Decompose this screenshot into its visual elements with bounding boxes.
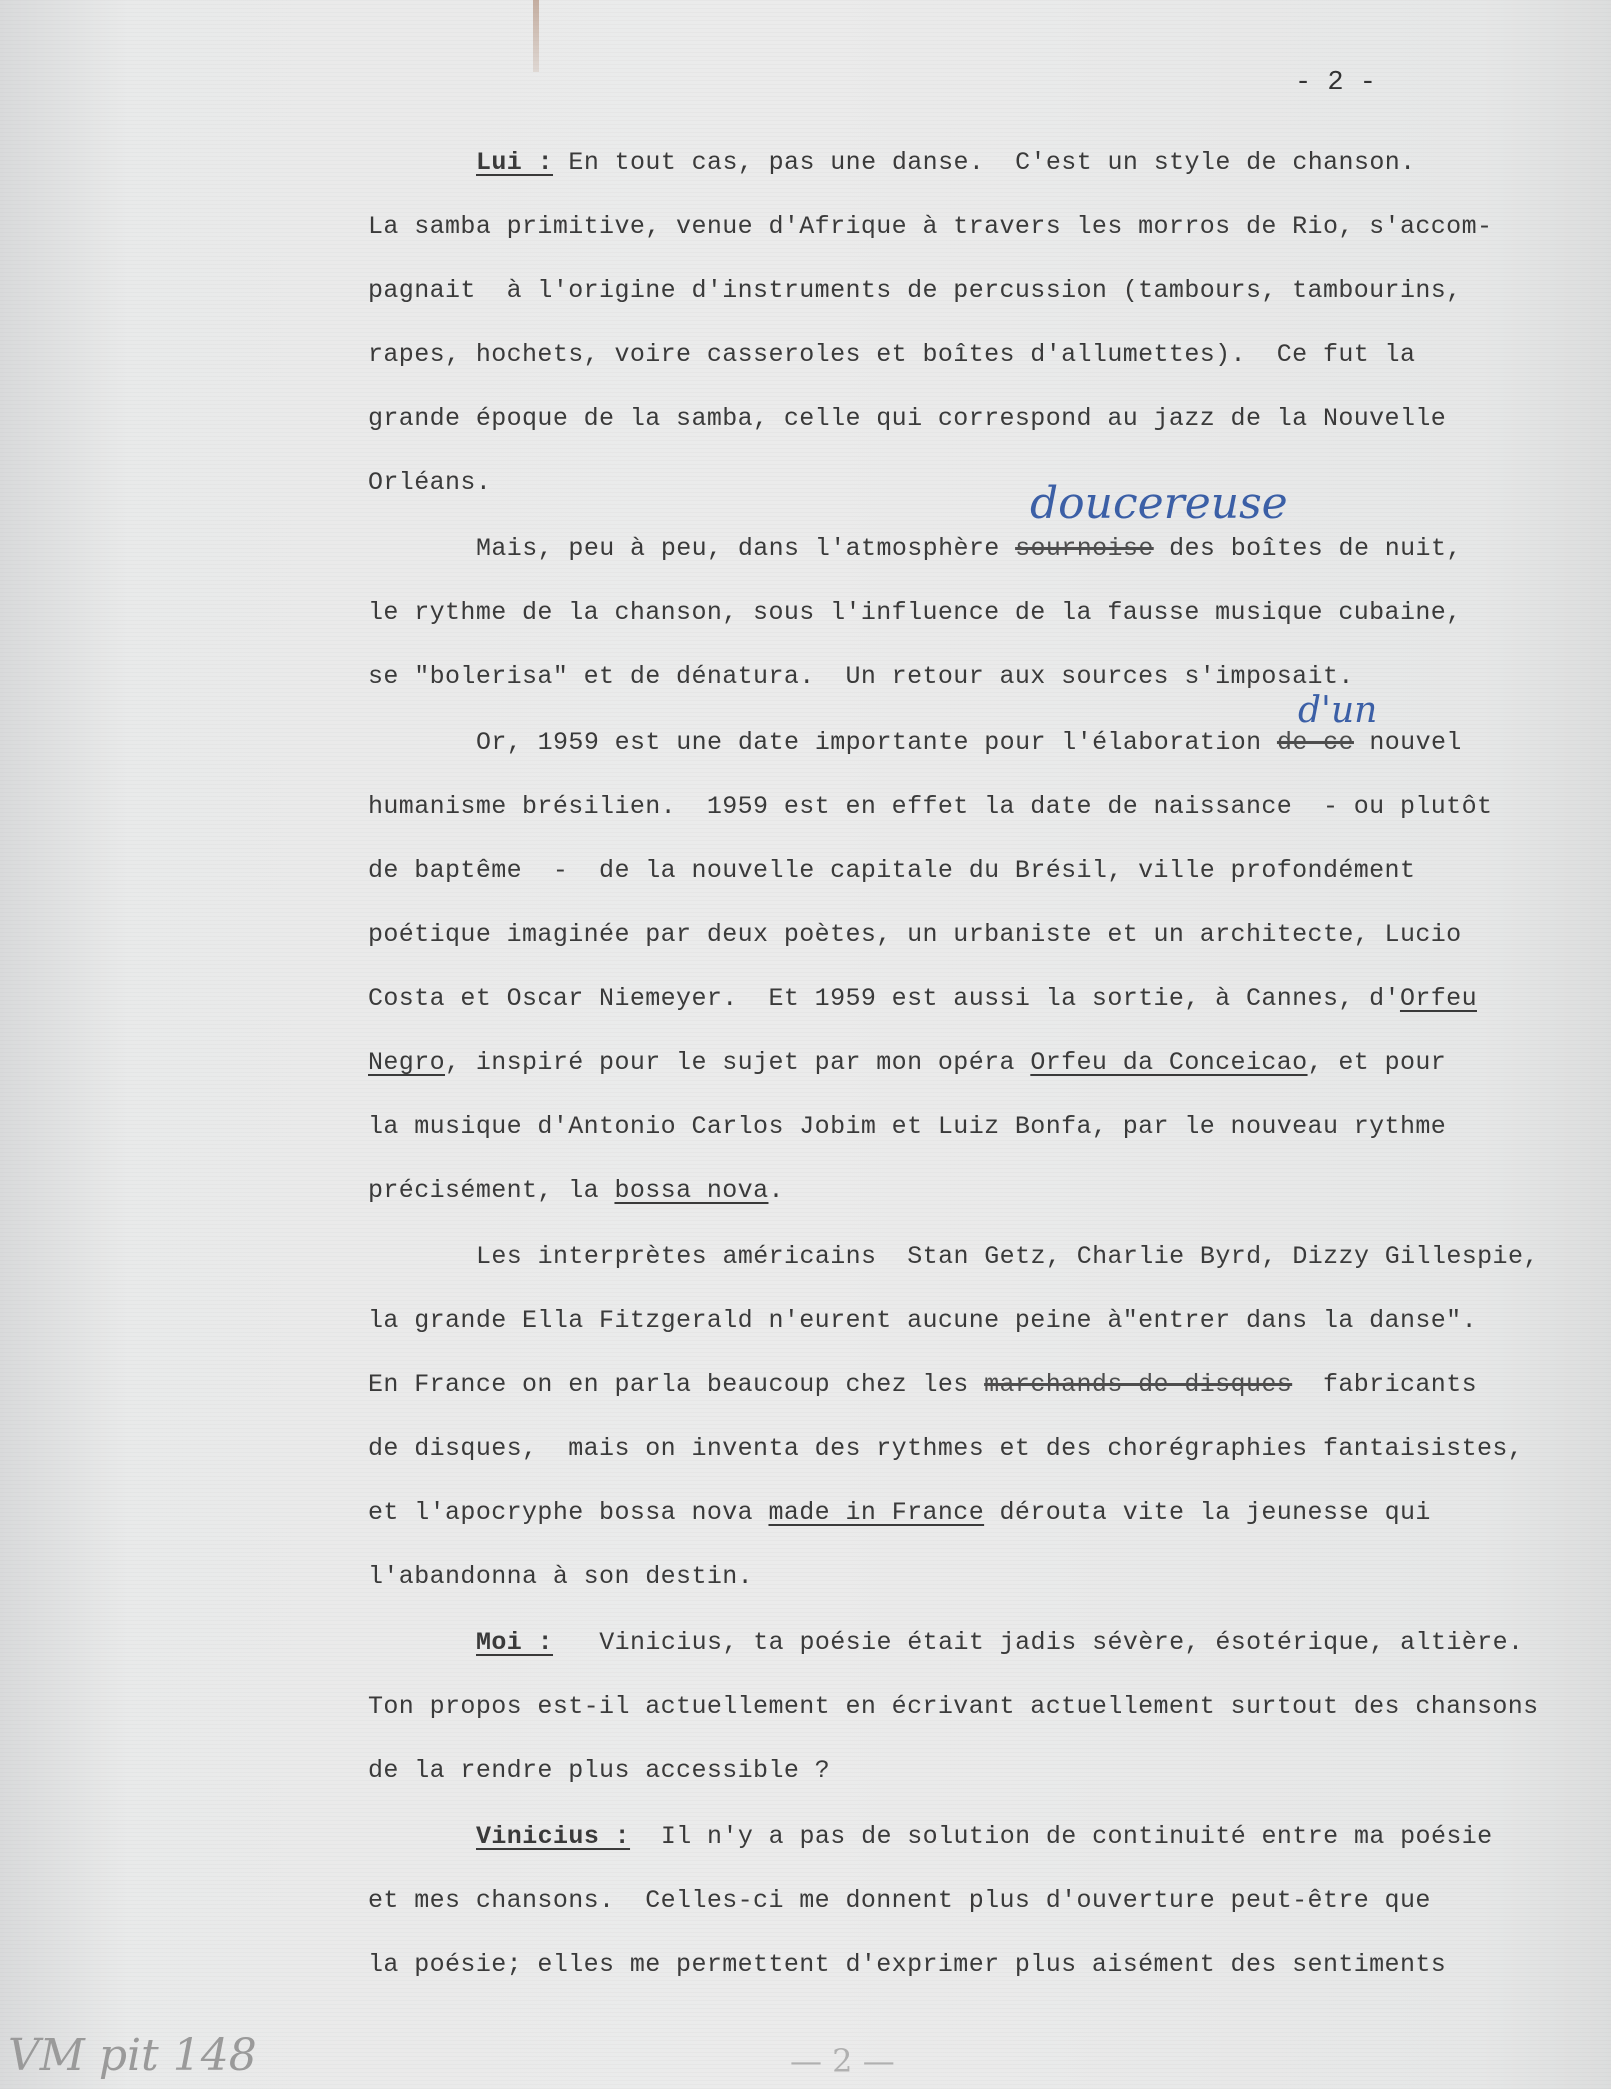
text-line-11: humanisme brésilien. 1959 est en effet la date de naissance - ou plutôt xyxy=(368,792,1493,821)
line-text: Mais, peu à peu, dans l'atmosphère xyxy=(476,534,1016,563)
line-text: Vinicius, ta poésie était jadis sévère, ésotérique, altière. xyxy=(553,1628,1524,1657)
speaker-vinicius: Vinicius : xyxy=(476,1822,631,1851)
line-text: fabricants xyxy=(1292,1370,1478,1399)
text-line-21: de disques, mais on inventa des rythmes et des chorégraphies fantaisistes, xyxy=(368,1434,1524,1463)
text-line-14 xyxy=(368,984,1477,1013)
text-line-16: la musique d'Antonio Carlos Jobim et Luiz Bonfa, par le nouveau rythme xyxy=(368,1112,1447,1141)
page-number: - 2 - xyxy=(1295,68,1377,98)
speaker-moi: Moi : xyxy=(476,1628,554,1657)
text-line-8: le rythme de la chanson, sous l'influence de la fausse musique cubaine, xyxy=(368,598,1462,627)
line-text: nouvel xyxy=(1353,728,1462,757)
speaker-lui: Lui : xyxy=(476,148,554,177)
text-line-17 xyxy=(368,1176,784,1205)
text-line-29: la poésie; elles me permettent d'exprimer plus aisément des sentiments xyxy=(368,1950,1447,1979)
line-text: Il n'y a pas de solution de continuité entre ma poésie xyxy=(630,1822,1493,1851)
line-text: Costa et Oscar Niemeyer. Et 1959 est aussi la sortie, à Cannes, d' xyxy=(368,984,1400,1013)
line-text: . xyxy=(768,1176,784,1205)
line-text: des boîtes de nuit, xyxy=(1153,534,1462,563)
line-text: En France on en parla beaucoup chez les xyxy=(368,1370,985,1399)
underlined-title: Orfeu xyxy=(1399,984,1477,1013)
line-text: En tout cas, pas une danse. C'est un style de chanson. xyxy=(553,148,1416,177)
line-text: dérouta vite la jeunesse qui xyxy=(984,1498,1431,1527)
underlined-term: bossa nova xyxy=(614,1176,769,1205)
text-line-26: de la rendre plus accessible ? xyxy=(368,1756,831,1785)
text-line-10 xyxy=(476,728,1462,757)
text-line-12: de baptême - de la nouvelle capitale du Brésil, ville profondément xyxy=(368,856,1416,885)
archive-pencil-mark: VM pit 148 xyxy=(8,2030,257,2081)
text-line-6: Orléans. xyxy=(368,468,492,497)
line-text: , et pour xyxy=(1307,1048,1447,1077)
text-line-25: Ton propos est-il actuellement en écrivant actuellement surtout des chansons xyxy=(368,1692,1539,1721)
bottom-page-mark: — 2 — xyxy=(790,2042,895,2080)
text-line-9: se "bolerisa" et de dénatura. Un retour aux sources s'imposait. xyxy=(368,662,1354,691)
handwritten-d-un: d'un xyxy=(1298,690,1378,731)
line-text: précisément, la xyxy=(368,1176,615,1205)
struck-text: de ce xyxy=(1276,728,1354,757)
text-line-28: et mes chansons. Celles-ci me donnent plus d'ouverture peut-être que xyxy=(368,1886,1431,1915)
text-line-13: poétique imaginée par deux poètes, un urbaniste et un architecte, Lucio xyxy=(368,920,1462,949)
struck-text: sournoise xyxy=(1015,534,1154,563)
line-text: , inspiré pour le sujet par mon opéra xyxy=(445,1048,1031,1077)
line-text: et l'apocryphe bossa nova xyxy=(368,1498,769,1527)
text-line-3: pagnait à l'origine d'instruments de percussion (tambours, tambourins, xyxy=(368,276,1462,305)
text-line-24 xyxy=(476,1628,1523,1657)
text-line-22 xyxy=(368,1498,1431,1527)
paper-stain xyxy=(533,0,539,72)
underlined-term: made in France xyxy=(768,1498,985,1527)
text-line-18: Les interprètes américains Stan Getz, Charlie Byrd, Dizzy Gillespie, xyxy=(476,1242,1539,1271)
line-text: Or, 1959 est une date importante pour l'élaboration xyxy=(476,728,1277,757)
underlined-title: Negro xyxy=(368,1048,446,1077)
text-line-7 xyxy=(476,534,1462,563)
text-line-4: rapes, hochets, voire casseroles et boîtes d'allumettes). Ce fut la xyxy=(368,340,1416,369)
text-line-20 xyxy=(368,1370,1477,1399)
underlined-title: Orfeu da Conceicao xyxy=(1030,1048,1308,1077)
handwritten-doucereuse: doucereuse xyxy=(1030,478,1288,529)
text-line-1 xyxy=(476,148,1416,177)
text-line-2: La samba primitive, venue d'Afrique à travers les morros de Rio, s'accom- xyxy=(368,212,1493,241)
text-line-15 xyxy=(368,1048,1446,1077)
text-line-23: l'abandonna à son destin. xyxy=(368,1562,754,1591)
struck-text: marchands de disques xyxy=(984,1370,1293,1399)
text-line-19: la grande Ella Fitzgerald n'eurent aucune peine à"entrer dans la danse". xyxy=(368,1306,1477,1335)
text-line-5: grande époque de la samba, celle qui correspond au jazz de la Nouvelle xyxy=(368,404,1447,433)
text-line-27 xyxy=(476,1822,1493,1851)
